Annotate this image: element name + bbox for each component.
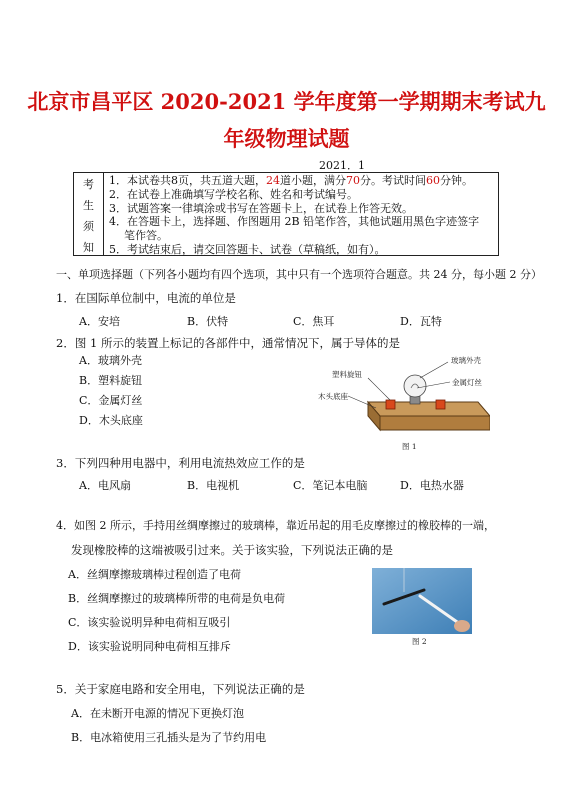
q2-stem: 2．图 1 所示的装置上标记的各部件中，通常情况下，属于导体的是	[56, 336, 400, 350]
q3-option-b: B．电视机	[187, 479, 240, 492]
q4-option-b: B．丝绸摩擦过的玻璃棒所带的电荷是负电荷	[68, 592, 286, 605]
label-glass-shell: 玻璃外壳	[451, 356, 481, 365]
notice-item-4-cont: 笔作答。	[124, 229, 168, 243]
q4-option-c: C．该实验说明异种电荷相互吸引	[68, 616, 231, 629]
q4-stem-line2: 发现橡胶棒的这端被吸引过来。关于该实验，下列说法正确的是	[71, 543, 393, 557]
notice-item-4: 4．在答题卡上，选择题、作图题用 2B 铅笔作答，其他试题用黑色字迹签字	[109, 215, 480, 229]
q2-option-d: D．木头底座	[79, 414, 143, 427]
full-score: 70	[346, 174, 360, 187]
q2-option-b: B．塑料旋钮	[79, 374, 143, 387]
figure-2-rods-photo	[372, 568, 472, 646]
q5-option-a: A．在未断开电源的情况下更换灯泡	[71, 707, 244, 720]
q1-option-c: C．焦耳	[293, 315, 335, 328]
q5-stem: 5．关于家庭电路和安全用电，下列说法正确的是	[56, 682, 305, 696]
notice-side-char: 生	[83, 199, 94, 212]
section-heading: 一、单项选择题（下列各小题均有四个选项，其中只有一个选项符合题意。共 24 分，每小题 2 分）	[56, 268, 542, 281]
figure-1-caption: 图 1	[402, 442, 417, 451]
q3-option-c: C．笔记本电脑	[293, 479, 368, 492]
page-title-line1: 北京市昌平区 2020-2021 学年度第一学期期末考试九	[27, 89, 546, 114]
q3-option-d: D．电热水器	[400, 479, 464, 492]
exam-date: 2021．1	[319, 159, 365, 172]
notice-side-label	[74, 173, 104, 255]
q1-option-d: D．瓦特	[400, 315, 442, 328]
q3-option-a: A．电风扇	[79, 479, 131, 492]
label-wooden-base: 木头底座	[318, 392, 348, 401]
notice-item-1: 1．本试卷共8页，共五道大题，24道小题，满分70分。考试时间60分钟。	[109, 174, 473, 187]
label-plastic-knob: 塑料旋钮	[332, 370, 362, 379]
notice-item-2: 2．在试卷上准确填写学校名称、姓名和考试编号。	[109, 187, 358, 201]
notice-item-3: 3．试题答案一律填涂或书写在答题卡上，在试卷上作答无效。	[109, 201, 413, 215]
label-metal-filament: 金属灯丝	[452, 378, 482, 387]
q3-stem: 3．下列四种用电器中，利用电流热效应工作的是	[56, 456, 305, 470]
page-title-line2: 年级物理试题	[223, 126, 350, 151]
figure-2-caption: 图 2	[412, 637, 427, 646]
q1-stem: 1．在国际单位制中，电流的单位是	[56, 291, 236, 305]
q5-option-b: B．电冰箱使用三孔插头是为了节约用电	[71, 731, 267, 744]
notice-side-char: 考	[83, 178, 94, 191]
q4-stem-line1: 4．如图 2 所示，手持用丝绸摩擦过的玻璃棒，靠近吊起的用毛皮摩擦过的橡胶棒的一端，	[56, 519, 495, 532]
q1-option-a: A．安培	[79, 315, 120, 328]
q4-option-a: A．丝绸摩擦玻璃棒过程创造了电荷	[68, 568, 241, 581]
notice-items	[109, 174, 479, 257]
notice-side-char: 须	[83, 220, 94, 233]
figure-1-lamp-device	[318, 350, 490, 455]
exam-notice-box	[73, 172, 499, 256]
exam-duration: 60	[426, 174, 440, 187]
notice-item-5: 5．考试结束后，请交回答题卡、试卷（草稿纸，如有）。	[109, 242, 386, 256]
q2-option-c: C．金属灯丝	[79, 394, 143, 407]
figure-1-drawing	[318, 350, 490, 455]
notice-side-char: 知	[83, 241, 94, 254]
figure-2-drawing	[372, 568, 472, 646]
q1-option-b: B．伏特	[187, 315, 229, 328]
question-count: 24	[266, 174, 280, 187]
q4-option-d: D．该实验说明同种电荷相互排斥	[68, 640, 231, 653]
q2-option-a: A．玻璃外壳	[79, 354, 142, 367]
